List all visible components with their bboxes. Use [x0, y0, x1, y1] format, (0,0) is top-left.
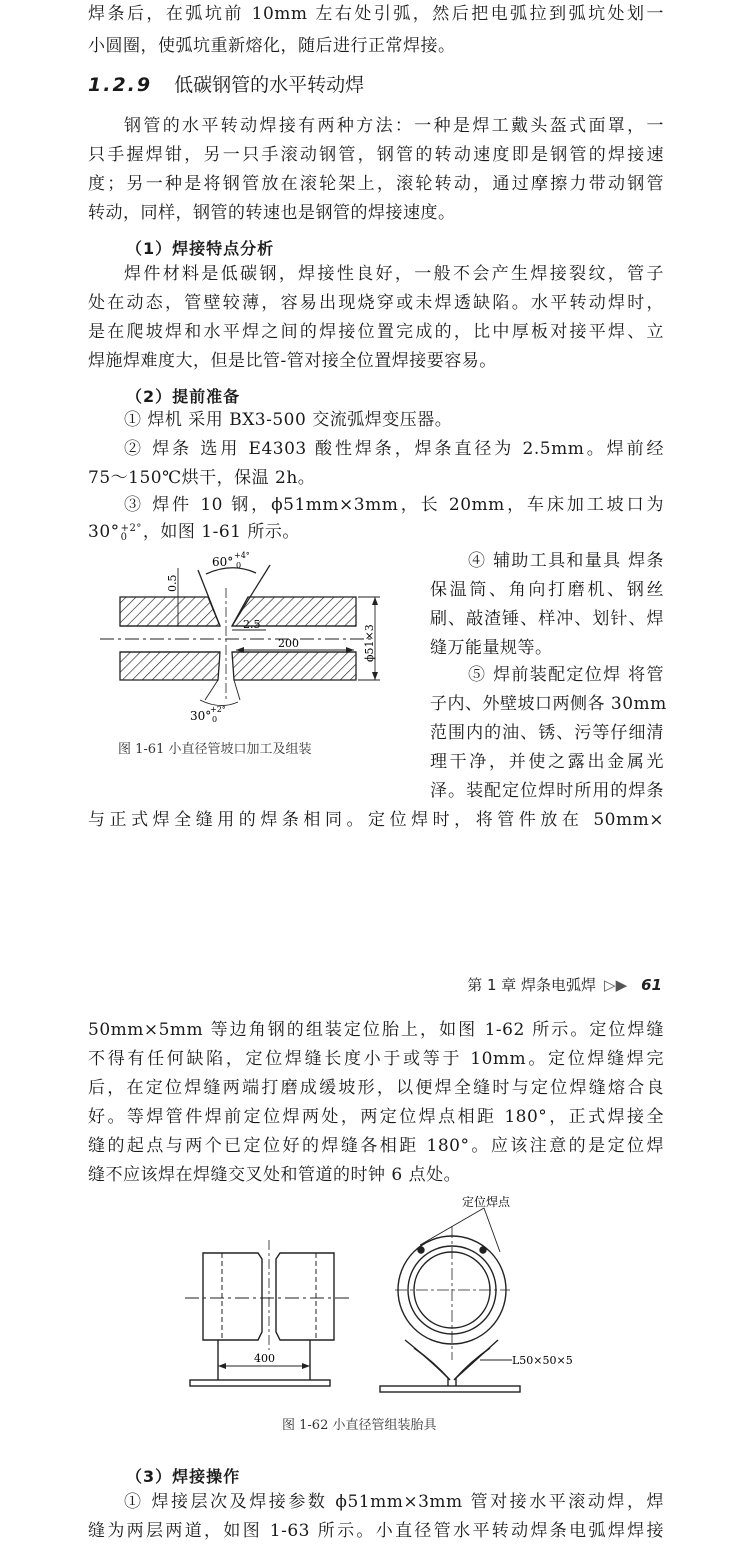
body-text-line: 焊施焊难度大，但是比管-管对接全位置焊接要容易。 — [88, 351, 497, 371]
label-weld-spot: 定位焊点 — [462, 1195, 511, 1209]
list-item: ② 焊条 选用 E4303 酸性焊条，焊条直径为 2.5mm。焊前经 — [124, 439, 664, 459]
section-title: 低碳钢管的水平转动焊 — [174, 74, 365, 96]
body-text-line: 缝的起点与两个已定位好的焊缝各相距 180°。应该注意的是定位焊 — [88, 1136, 664, 1156]
body-text-line: 好。等焊管件焊前定位焊两处，两定位焊点相距 180°，正式焊接全 — [88, 1107, 664, 1127]
body-text-line: 处在动态，管壁较薄，容易出现烧穿或未焊透缺陷。水平转动焊时， — [88, 293, 664, 313]
footer-arrow-icon: ▷▶ — [604, 976, 628, 994]
body-text-line: 缝为两层两道，如图 1-63 所示。小直径管水平转动焊条电弧焊焊接 — [88, 1521, 664, 1541]
label-angle-iron: L50×50×5 — [512, 1354, 573, 1367]
chapter-label: 第 1 章 焊条电弧焊 — [467, 976, 597, 994]
dim-diameter: ϕ51×3 — [363, 624, 376, 662]
body-text-line: 只手握焊钳，另一只手滚动钢管，钢管的转动速度即是钢管的焊接速 — [88, 145, 664, 165]
dim-length-400: 400 — [254, 1352, 275, 1365]
list-item: ⑤ 焊前装配定位焊 将管 — [468, 665, 664, 685]
body-text-line: 50mm×5mm 等边角钢的组装定位胎上，如图 1-62 所示。定位焊缝 — [88, 1020, 664, 1040]
list-item: ④ 辅助工具和量具 焊条 — [468, 551, 664, 571]
dim-angle-top-tol2: 0 — [236, 561, 242, 570]
body-text-line: 焊条后，在弧坑前 10mm 左右处引弧，然后把电弧拉到弧坑处划一 — [88, 4, 664, 24]
tolerance-upper: +2° — [120, 522, 142, 534]
list-item: ① 焊机 采用 BX3-500 交流弧焊变压器。 — [124, 410, 453, 430]
section-number: 1.2.9 — [88, 74, 153, 96]
body-text-line: 小圆圈，使弧坑重新熔化，随后进行正常焊接。 — [88, 36, 456, 56]
list-item: ③ 焊件 10 钢，ϕ51mm×3mm，长 20mm，车床加工坡口为 — [124, 495, 664, 515]
figure-caption: 图 1-61 小直径管坡口加工及组装 — [118, 742, 312, 757]
tolerance-lower: 0 — [120, 531, 128, 543]
body-text-line: 焊件材料是低碳钢，焊接性良好，一般不会产生焊接裂纹，管子 — [124, 264, 664, 284]
body-text-line: 转动，同样，钢管的转速也是钢管的焊接速度。 — [88, 203, 456, 223]
dim-root: 2.5 — [243, 618, 261, 631]
subsection-heading: （2）提前准备 — [126, 387, 241, 406]
body-text-line: 与正式焊全缝用的焊条相同。定位焊时，将管件放在 50mm× — [88, 810, 664, 830]
body-text-line: 范围内的油、锈、污等仔细清 — [430, 723, 664, 743]
figure-reference: ，如图 1-61 所示。 — [142, 522, 300, 542]
dim-angle-bottom-tol2: 0 — [212, 715, 218, 724]
body-text-line: 度；另一种是将钢管放在滚轮架上，滚轮转动，通过摩擦力带动钢管 — [88, 174, 664, 194]
angle-value: 30° — [88, 522, 120, 542]
dim-gap: 0.5 — [166, 574, 179, 592]
body-text-line: 钢管的水平转动焊接有两种方法：一种是焊工戴头盔式面罩，一 — [124, 116, 664, 136]
body-text-line: 缝万能量规等。 — [430, 638, 553, 658]
body-text-line: 理干净，并使之露出金属光 — [430, 752, 664, 772]
pipe-end-view — [380, 1208, 520, 1392]
body-text-line: 泽。装配定位焊时所用的焊条 — [430, 781, 664, 801]
dim-angle-bottom-tol: +2° — [210, 705, 226, 714]
subsection-heading: （3）焊接操作 — [126, 1467, 241, 1486]
dim-angle-top: 60° — [212, 555, 234, 569]
body-text-line: 保温筒、角向打磨机、钢丝 — [430, 580, 664, 600]
body-text-line: 不得有任何缺陷，定位焊缝长度小于或等于 10mm。定位焊缝焊完 — [88, 1049, 664, 1069]
dim-angle-bottom: 30° — [190, 709, 212, 723]
body-text-line: 后，在定位焊缝两端打磨成缓坡形，以便焊全缝时与定位焊缝熔合良 — [88, 1078, 664, 1098]
page-number: 61 — [641, 976, 662, 994]
body-text-line: 子内、外壁坡口两侧各 30mm — [430, 694, 667, 714]
figure-caption: 图 1-62 小直径管组装胎具 — [282, 1418, 437, 1433]
body-text-line: 缝不应该焊在焊缝交叉处和管道的时钟 6 点处。 — [88, 1165, 462, 1185]
body-text-line: 75～150℃烘干，保温 2h。 — [88, 468, 316, 488]
dim-length: 200 — [278, 637, 299, 650]
list-item: ① 焊接层次及焊接参数 ϕ51mm×3mm 管对接水平滚动焊，焊 — [124, 1492, 664, 1512]
body-text-line: 是在爬坡焊和水平焊之间的焊接位置完成的，比中厚板对接平焊、立 — [88, 322, 664, 342]
dim-angle-top-tol: +4° — [234, 551, 250, 560]
body-text-line: 刷、敲渣锤、样冲、划针、焊 — [430, 609, 664, 629]
subsection-heading: （1）焊接特点分析 — [126, 239, 275, 258]
